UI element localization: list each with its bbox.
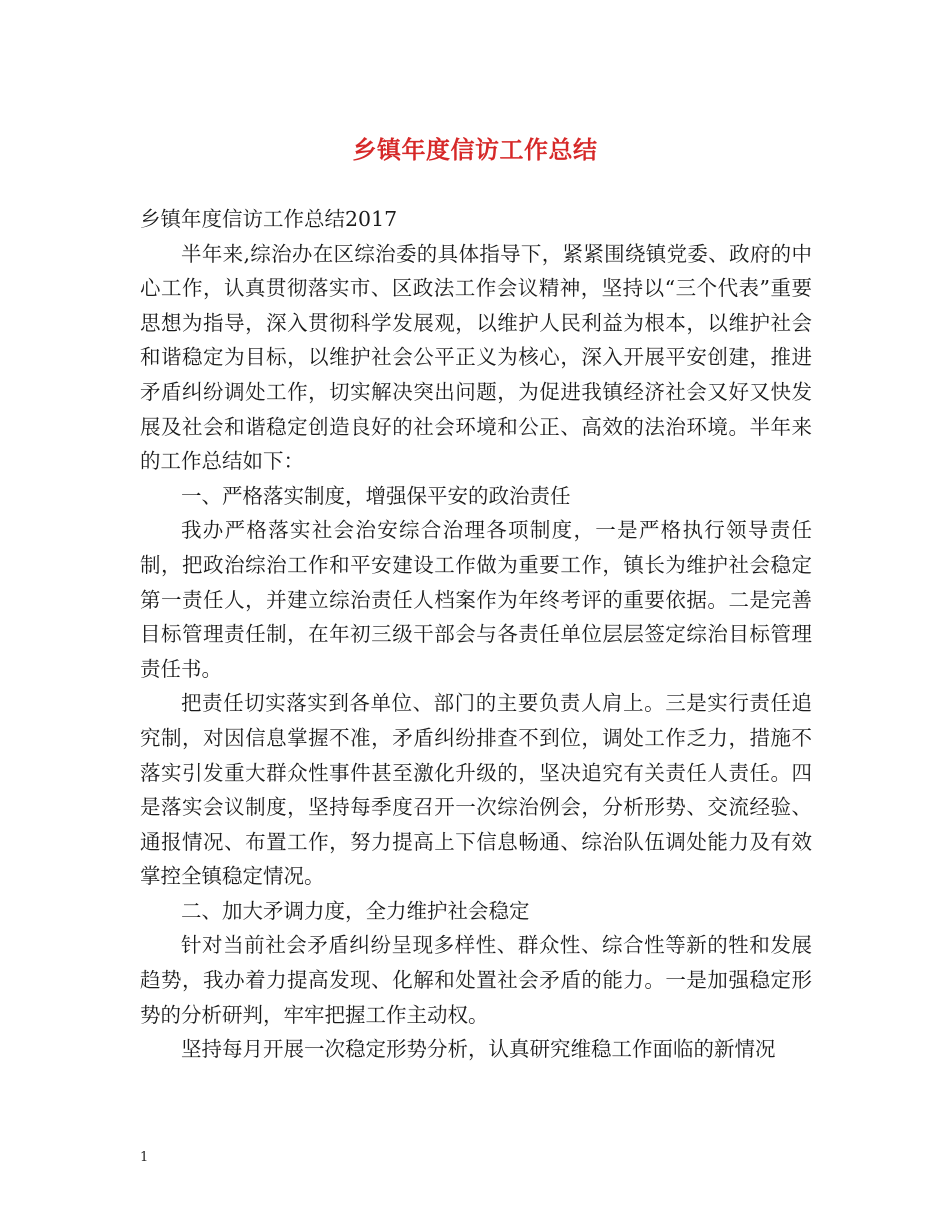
paragraph-section-1-cont: 把责任切实落实到各单位、部门的主要负责人肩上。三是实行责任追究制，对因信息掌握不准，矛盾纠纷排查不到位，调处工作乏力，措施不落实引发重大群众性事件甚至激化升级的，坚决追究有关责任人责任。四是落实会议制度，坚持每季度召开一次综治例会，分析形势、交流经验、通报情况、布置工作，努力提高上下信息畅通、综治队伍调处能力及有效掌控全镇稳定情况。 [140,691,812,889]
paragraph-section-1: 我办严格落实社会治安综合治理各项制度，一是严格执行领导责任制，把政治综治工作和平安建设工作做为重要工作，镇长为维护社会稳定第一责任人，并建立综治责任人档案作为年终考评的重要依据。二是完善目标管理责任制，在年初三级干部会与各责任单位层层签定综治目标管理责任书。 [140,518,812,681]
paragraph-intro: 半年来,综治办在区综治委的具体指导下，紧紧围绕镇党委、政府的中心工作，认真贯彻落实市、区政法工作会议精神，坚持以“三个代表”重要思想为指导，深入贯彻科学发展观，以维护人民利益为根本，以维护社会和谐稳定为目标，以维护社会公平正义为核心，深入开展平安创建，推进矛盾纠纷调处工作，切实解决突出问题，为促进我镇经济社会又好又快发展及社会和谐稳定创造良好的社会环境和公正、高效的法治环境。半年来的工作总结如下： [140,241,812,474]
section-heading-2: 二、加大矛调力度，全力维护社会稳定 [181,898,530,923]
paragraph-section-2-cont: 坚持每月开展一次稳定形势分析，认真研究维稳工作面临的新情况 [181,1037,776,1062]
paragraph-section-2: 针对当前社会矛盾纠纷呈现多样性、群众性、综合性等新的牲和发展趋势，我办着力提高发现、化解和处置社会矛盾的能力。一是加强稳定形势的分析研判，牢牢把握工作主动权。 [140,933,812,1027]
document-body [140,202,812,1067]
document-title: 乡镇年度信访工作总结 [352,136,598,164]
document-subtitle: 乡镇年度信访工作总结2017 [140,207,398,231]
section-heading-1: 一、严格落实制度，增强保平安的政治责任 [181,483,571,508]
page-number: 1 [140,1150,149,1165]
